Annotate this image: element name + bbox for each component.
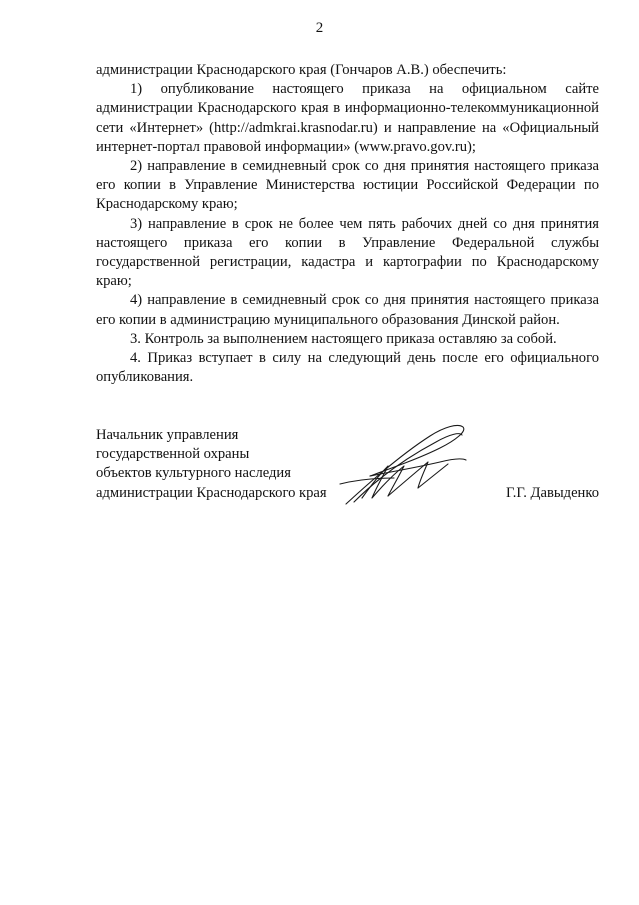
- paragraph-item-4: 4) направление в семидневный срок со дня принятия настоящего приказа его копии в администрацию муниципального образования Динской район.: [96, 292, 599, 328]
- paragraph-item-1: 1) опубликование настоящего приказа на официальном сайте администрации Краснодарского края в информационно-телекоммуникационной сети «Интернет» (http://admkrai.krasnodar.ru) и направление на «Официальный интернет-портал правовой информации» (www.pravo.gov.ru);: [96, 81, 599, 155]
- handwritten-signature: [332, 418, 472, 508]
- paragraph-clause-4: 4. Приказ вступает в силу на следующий день после его официального опубликования.: [96, 350, 599, 386]
- signatory-position-line: администрации Краснодарского края: [96, 484, 327, 501]
- signatory-name: Г.Г. Давыденко: [505, 484, 599, 501]
- signatory-position-line: объектов культурного наследия: [96, 465, 291, 482]
- signatory-position-line: Начальник управления: [96, 427, 239, 443]
- paragraph-item-3: 3) направление в срок не более чем пять рабочих дней со дня принятия настоящего приказа его копии в Управление Федеральной службы государственной регистрации, кадастра и картографии по Краснодарскому краю;: [96, 215, 599, 290]
- paragraph-item-2: 2) направление в семидневный срок со дня принятия настоящего приказа его копии в Управление Министерства юстиции Российской Федерации по Краснодарскому краю;: [96, 158, 599, 213]
- document-body: [96, 61, 599, 387]
- signature-strokes: [340, 425, 466, 504]
- signature-block: [96, 426, 599, 503]
- signatory-position-line: государственной охраны: [96, 446, 250, 463]
- page-number: 2: [315, 20, 324, 36]
- paragraph-clause-3: 3. Контроль за выполнением настоящего приказа оставляю за собой.: [130, 330, 557, 347]
- paragraph-intro: администрации Краснодарского края (Гончаров А.В.) обеспечить:: [96, 62, 507, 78]
